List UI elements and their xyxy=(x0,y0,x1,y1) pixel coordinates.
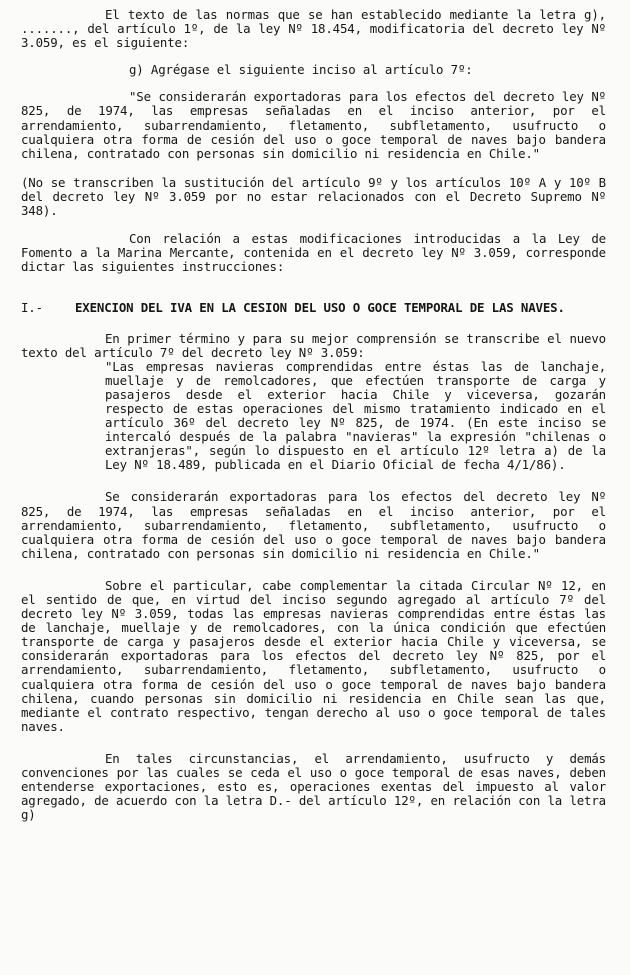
quote-block xyxy=(105,360,606,473)
spacer xyxy=(21,561,606,579)
paragraph-intro: El texto de las normas que se han establecido mediante la letra g), ......., del artículo 1º, de la ley Nº 18.454, modificatoria del decreto ley Nº 3.059, es el siguiente: xyxy=(21,7,606,51)
section-number: I.- xyxy=(21,300,43,316)
paragraph-article-7-text: "Las empresas navieras comprendidas entre éstas las de lanchaje, muellaje y de remolcadores, que efectúen transporte de carga y pasajeros desde el exterior hacia Chile y viceversa, gozarán respecto de estas operaciones del mismo tratamiento indicado en el artículo 36º del decreto ley Nº 825, de 1974. (En este inciso se intercaló después de la palabra "navieras" la expresión "chilenas o extranjeras", según lo dispuesto en el artículo 12º letra a) de la Ley Nº 18.489, publicada en el Diario Oficial de fecha 4/1/86). xyxy=(105,358,606,473)
paragraph-first-term: En primer término y para su mejor comprensión se transcribe el nuevo texto del artículo 7º del decreto ley Nº 3.059: xyxy=(21,330,606,360)
spacer xyxy=(21,218,606,232)
paragraph-particular: Sobre el particular, cabe complementar la citada Circular Nº 12, en el sentido de que, en virtud del inciso segundo agregado al artículo 7º del decreto ley Nº 3.059, todas las empresas navieras comprendidas entre éstas las de lanchaje, muellaje y de remolcadores, con la única condición que efectúen transporte de carga y pasajeros desde el exterior hacia Chile y viceversa, se considerarán exportadoras para los efectos del decreto ley Nº 825, por el arrendamiento, subarrendamiento, fletamento, subfletamento, usufructo o cualquiera otra forma de cesión del uso o goce temporal de naves bajo bandera chilena, cuando personas sin domicilio ni residencia en Chile sean las que, mediante el contrato respectivo, tengan derecho al uso o goce temporal de tales naves. xyxy=(21,577,606,734)
paragraph-note: (No se transcriben la sustitución del artículo 9º y los artículos 10º A y 10º B del decreto ley Nº 3.059 por no estar relacionados con el Decreto Supremo Nº 348). xyxy=(21,174,606,219)
section-title: EXENCION DEL IVA EN LA CESION DEL USO O GOCE TEMPORAL DE LAS NAVES. xyxy=(75,300,565,316)
paragraph-relation: Con relación a estas modificaciones introducidas a la Ley de Fomento a la Marina Mercante, contenida en el decreto ley Nº 3.059, corresponde dictar las siguientes instrucciones: xyxy=(21,231,606,275)
spacer xyxy=(21,316,606,332)
paragraph-exporters: Se considerarán exportadoras para los efectos del decreto ley Nº 825, de 1974, las empresas señaladas en el inciso anterior, por el arrendamiento, subarrendamiento, fletamento, subfletamento, usufructo o cualquiera otra forma de cesión del uso o goce temporal de naves bajo bandera chilena, contratado con personas sin domicilio ni residencia en Chile." xyxy=(21,489,606,561)
section-heading xyxy=(21,301,606,315)
paragraph-quoted-inciso: "Se considerarán exportadoras para los efectos del decreto ley Nº 825, de 1974, las empresas señaladas en el inciso anterior, por el arrendamiento, subarrendamiento, fletamento, subfletamento, usufructo o cualquiera otra forma de cesión del uso o goce temporal de naves bajo bandera chilena, contratado con personas sin domicilio ni residencia en Chile." xyxy=(21,89,606,161)
spacer xyxy=(21,734,606,752)
paragraph-circumstances: En tales circunstancias, el arrendamiento, usufructo y demás convenciones por las cuales se ceda el uso o goce temporal de esas naves, deben entenderse exportaciones, esto es, operaciones exentas del impuesto al valor agregado, de acuerdo con la letra D.- del artículo 12º, en relación con la letra g) xyxy=(21,750,606,823)
spacer xyxy=(21,472,606,490)
spacer xyxy=(21,274,606,301)
spacer xyxy=(21,161,606,176)
paragraph-letter-g: g) Agrégase el siguiente inciso al artículo 7º: xyxy=(129,62,473,78)
